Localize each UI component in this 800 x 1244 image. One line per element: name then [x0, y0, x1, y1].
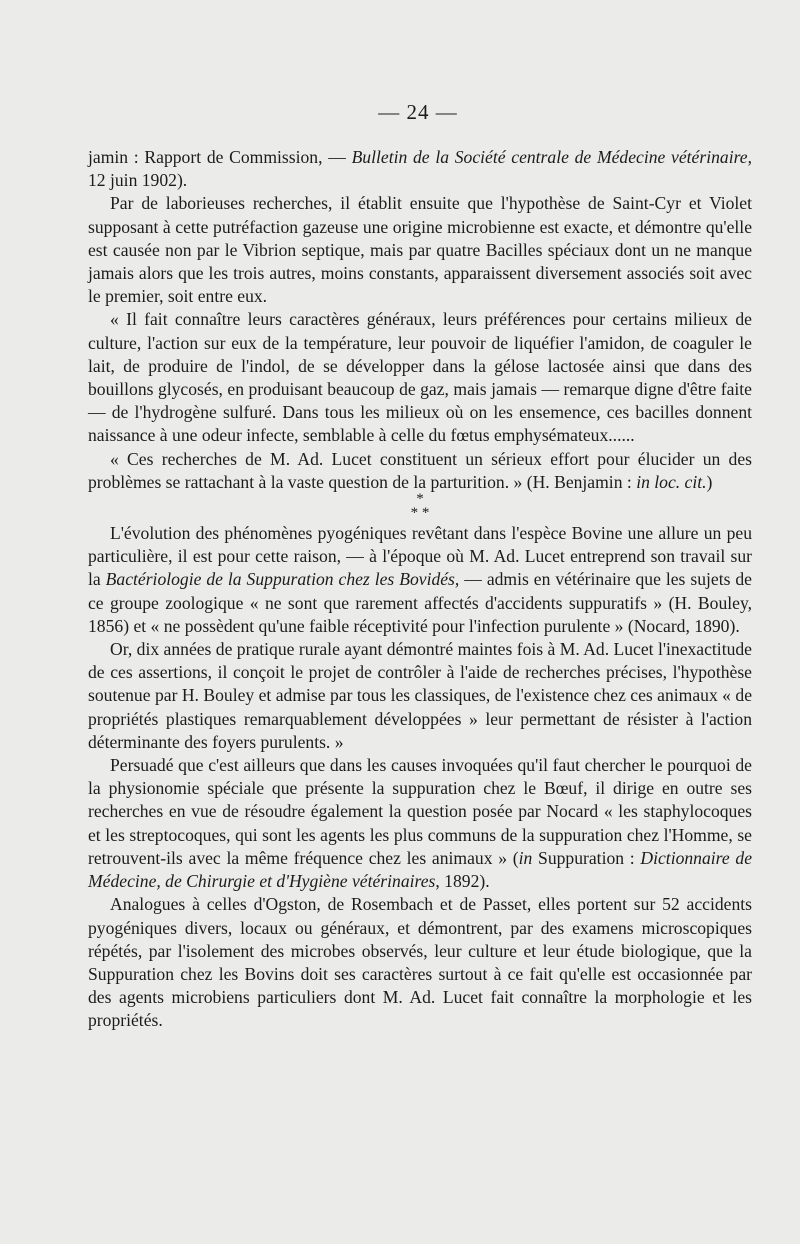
text-run: Suppuration : — [532, 847, 641, 868]
asterism-top: * — [416, 491, 424, 508]
body-text — [88, 146, 752, 1033]
paragraph: Analogues à celles d'Ogston, de Rosembach et de Passet, elles portent sur 52 accidents pyogéniques divers, locaux ou généraux, et démontrent, par des examens microscopiques répétés, par l'isolement des microbes observés, leur culture et leur étude biologique, que la Suppuration chez les Bovins doit ses caractères surtout à ce fait qu'elle est occasionnée par des agents microbiens particuliers dont M. Ad. Lucet fait connaître la morphologie et les propriétés. — [88, 894, 752, 1031]
text-run: L'évolution des phénomènes pyogéniques revêtant dans l'espèce Bovine une allure un peu particulière, il est pour cette raison, — à l'époque où M. Ad. Lucet entreprend son travail sur la — [88, 523, 752, 590]
quote-paragraph — [88, 448, 752, 494]
page-number: — 24 — — [378, 100, 458, 124]
paragraph: Or, dix années de pratique rurale ayant démontré maintes fois à M. Ad. Lucet l'inexactitude de ces assertions, il conçoit le projet de contrôler à l'aide de recherches précises, l'hypothèse soutenue par H. Bouley et admise par tous les classiques, de l'existence chez ces animaux « de propriétés plastiques remarquablement développées » leur permettant de résister à l'action déterminante des foyers purulents. » — [88, 639, 752, 752]
asterism-bottom: * * — [410, 505, 430, 522]
paragraph-continuation — [88, 146, 752, 192]
citation-italic: in loc. cit. — [636, 471, 707, 492]
asterism-separator — [88, 492, 752, 522]
paragraph — [88, 754, 752, 893]
dictionary-title: Dictionnaire de Médecine, de Chirurgie et d'Hygiène vétérinaires — [88, 847, 753, 892]
paragraph — [88, 522, 752, 638]
citation-italic: in — [518, 847, 533, 868]
text-run: , 1892). — [435, 871, 490, 892]
paragraph: Par de laborieuses recherches, il établit ensuite que l'hypothèse de Saint-Cyr et Violet supposant à cette putréfaction gazeuse une origine microbienne est exacte, et démontre qu'elle est causée non par le Vibrion septique, mais par quatre Bacilles spéciaux dont un ne manque jamais alors que les trois autres, moins constants, apparaissent diversement associés soit avec le premier, soit entre eux. — [88, 193, 752, 307]
text-run: , — admis en vétérinaire que les sujets de ce groupe zoologique « ne sont que rarement affectés d'accidents suppuratifs » (H. Bouley, 1856) et « ne possèdent qu'une faible réceptivité pour l'infection purulente » (Nocard, 1890). — [88, 569, 752, 636]
text-run: Persuadé que c'est ailleurs que dans les causes invoquées qu'il faut chercher le pourquoi de la physionomie spéciale que présente la suppuration chez le Bœuf, il dirige en outre ses recherches en vue de résoudre également la question posée par Nocard « les staphylocoques et les streptocoques, qui sont les agents les plus communs de la suppuration chez l'Homme, se retrouvent-ils avec la même fréquence chez les animaux » ( — [88, 755, 752, 868]
text-run: jamin : Rapport de Commission, — — [88, 147, 352, 167]
work-title: Bactériologie de la Suppuration chez les Bovidés — [105, 569, 455, 590]
text-run: , 12 juin 1902). — [88, 147, 752, 191]
text-run: ) — [706, 471, 713, 492]
quote-paragraph: « Il fait connaître leurs caractères généraux, leurs préférences pour certains milieux de culture, l'action sur eux de la température, leur pouvoir de liquéfier l'amidon, de coaguler le lait, de produire de l'indol, de se développer dans la gélose lactosée ainsi que dans des bouillons glycosés, en produisant beaucoup de gaz, mais jamais — remarque digne d'être faite — de l'hydrogène sulfuré. Dans tous les milieux où on les ensemence, ces bacilles donnent naissance à une odeur infecte, semblable à celle du fœtus emphysémateux...... — [88, 309, 752, 446]
text-run: « Ces recherches de M. Ad. Lucet constituent un sérieux effort pour élucider un des problèmes se rattachant à la vaste question de la parturition. » (H. Benjamin : — [88, 448, 752, 492]
journal-title: Bulletin de la Société centrale de Médecine vétérinaire — [351, 147, 748, 167]
